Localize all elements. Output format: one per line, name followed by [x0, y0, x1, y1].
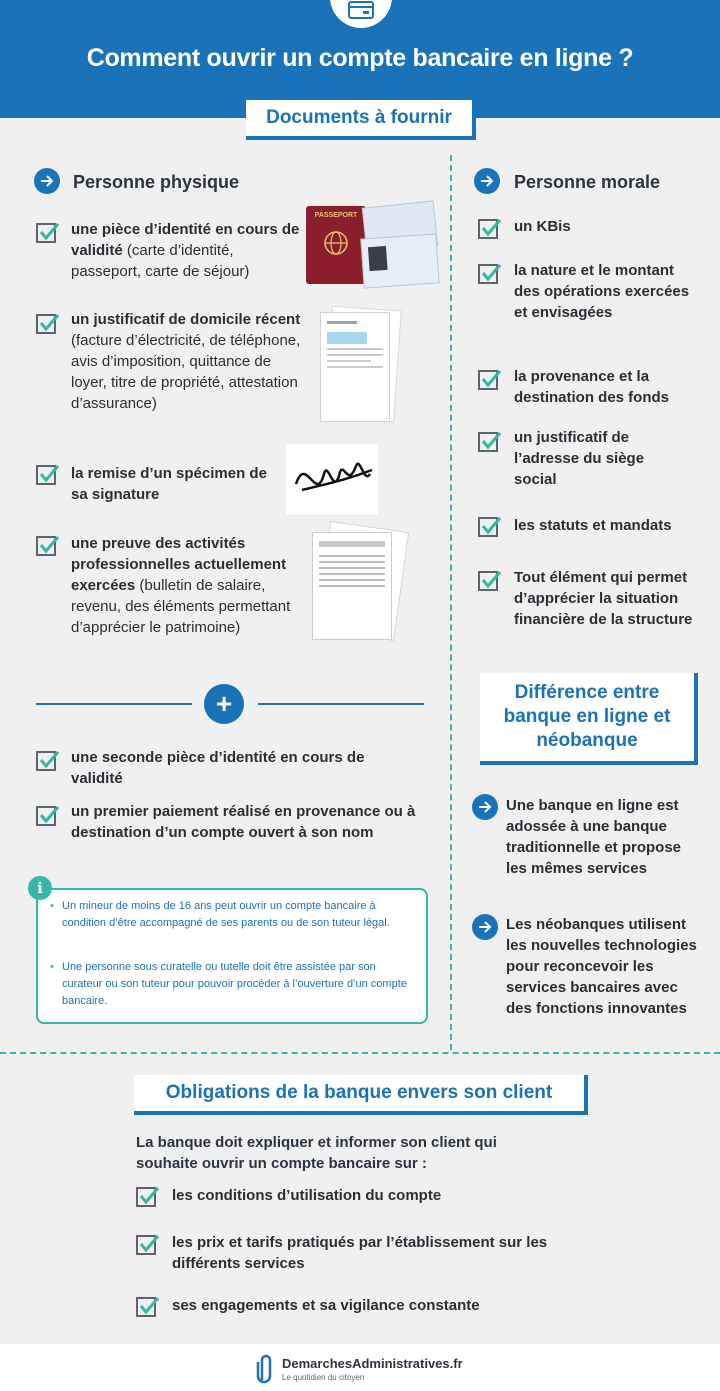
list-item: une preuve des activités professionnelles actuellement exercées (bulletin de salaire, revenu, des éléments permettant d’apprécier le patrimoine) [71, 535, 291, 636]
checkbox-check-icon [36, 534, 60, 558]
checkbox-check-icon [478, 262, 502, 286]
personne-physique-heading: Personne physique [73, 172, 240, 192]
checkbox-check-icon [478, 515, 502, 539]
checkbox-check-icon [36, 312, 60, 336]
arrow-right-icon [472, 914, 498, 940]
arrow-right-icon [474, 168, 500, 194]
checkbox-check-icon [36, 221, 60, 245]
list-item: Une banque en ligne est adossée à une banque traditionnelle et propose les mêmes services [506, 797, 682, 877]
arrow-right-icon [472, 794, 498, 820]
checkbox-check-icon [136, 1233, 160, 1257]
checkbox-check-icon [478, 368, 502, 392]
obligations-section-title: Obligations de la banque envers son client [134, 1075, 588, 1115]
obligations-intro: La banque doit expliquer et informer son client qui souhaite ouvrir un compte bancaire sur : [136, 1134, 497, 1172]
checkbox-check-icon [136, 1295, 160, 1319]
paperclip-logo [256, 1352, 276, 1384]
checkbox-check-icon [478, 430, 502, 454]
list-item: les conditions d’utilisation du compte [172, 1187, 442, 1204]
list-item: un KBis [514, 218, 571, 235]
payslip-document-image [308, 526, 406, 644]
list-item: la remise d’un spécimen de sa signature [71, 465, 267, 503]
section-divider [0, 1052, 720, 1054]
list-item: la provenance et la destination des fonds [514, 368, 670, 406]
checkbox-check-icon [36, 463, 60, 487]
checkbox-check-icon [36, 749, 60, 773]
footer-brand[interactable]: DemarchesAdministratives.fr [282, 1356, 463, 1371]
page-title: Comment ouvrir un compte bancaire en ligne ? [86, 44, 634, 72]
footer-tagline: Le quotidien du citoyen [282, 1373, 365, 1382]
list-item: les statuts et mandats [514, 517, 672, 534]
documents-section-title: Documents à fournir [246, 100, 476, 140]
passport-id-card-image: PASSEPORT [306, 198, 438, 290]
info-text: • Une personne sous curatelle ou tutelle doit être assistée par son curateur ou son tuteur pour pouvoir procéder à l’ouverture d’un compte bancaire. [62, 959, 418, 1010]
list-item: un justificatif de l’adresse du siège social [514, 429, 645, 488]
checkbox-check-icon [136, 1185, 160, 1209]
list-item: ses engagements et sa vigilance constante [172, 1297, 480, 1314]
list-item: un premier paiement réalisé en provenance ou à destination d’un compte ouvert à son nom [71, 803, 416, 841]
checkbox-check-icon [478, 217, 502, 241]
column-divider [450, 155, 452, 1050]
separator-line [36, 703, 192, 705]
plus-icon: + [204, 684, 244, 724]
checkbox-check-icon [478, 569, 502, 593]
list-item: les prix et tarifs pratiqués par l’établissement sur les différents services [172, 1234, 548, 1272]
bill-document-image [318, 306, 400, 424]
personne-morale-heading: Personne morale [514, 172, 661, 192]
signature-image [286, 444, 378, 514]
difference-section-title: Différence entre banque en ligne et néobanque [480, 673, 698, 765]
list-item: un justificatif de domicile récent (facture d’électricité, de téléphone, avis d’imposition, quittance de loyer, titre de propriété, attestation d’assurance) [71, 311, 301, 412]
arrow-right-icon [34, 168, 60, 194]
separator-line [258, 703, 424, 705]
info-icon: i [28, 876, 52, 900]
list-item: une pièce d’identité en cours de validité (carte d’identité, passeport, carte de séjour) [71, 221, 300, 280]
list-item: Les néobanques utilisent les nouvelles technologies pour reconcevoir les services bancaires avec des fonctions innovantes [506, 916, 697, 1017]
bank-card-icon [330, 0, 392, 28]
list-item: une seconde pièce d’identité en cours de validité [71, 749, 365, 787]
footer [0, 1344, 720, 1391]
checkbox-check-icon [36, 804, 60, 828]
list-item: la nature et le montant des opérations exercées et envisagées [514, 262, 690, 321]
info-text: • Un mineur de moins de 16 ans peut ouvrir un compte bancaire à condition d’être accompagné de ses parents ou de son tuteur légal. [62, 898, 418, 932]
list-item: Tout élément qui permet d’apprécier la situation financière de la structure [514, 569, 693, 628]
